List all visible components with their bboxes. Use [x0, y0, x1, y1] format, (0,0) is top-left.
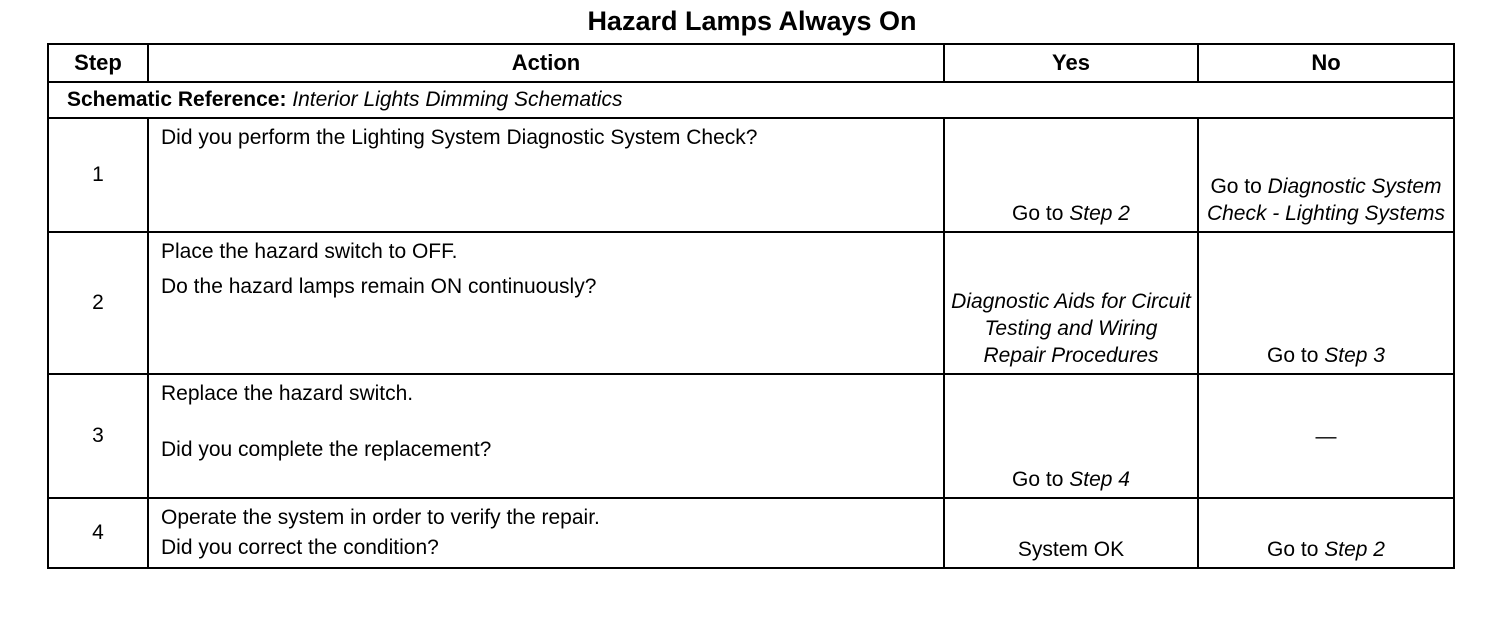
- yes-cell: [944, 118, 1198, 232]
- action-cell: [148, 232, 944, 374]
- action-text: Place the hazard switch to OFF.: [161, 240, 458, 263]
- table-row: [48, 374, 1454, 498]
- step-number: 2: [48, 232, 148, 374]
- step-number: 4: [48, 498, 148, 568]
- no-target-link[interactable]: Step 3: [1324, 344, 1385, 367]
- no-target-link[interactable]: Diagnostic System Check - Lighting Systems: [1206, 175, 1446, 225]
- no-prefix: Go to: [1267, 344, 1319, 367]
- no-target-link[interactable]: Step 2: [1324, 538, 1385, 561]
- yes-cell: [944, 232, 1198, 374]
- page-title: Hazard Lamps Always On: [587, 6, 917, 36]
- action-cell: [148, 118, 944, 232]
- table-row: [48, 232, 1454, 374]
- yes-target-link[interactable]: Step 4: [1069, 468, 1130, 491]
- action-cell: [148, 498, 944, 568]
- header-yes: Yes: [944, 44, 1198, 82]
- action-text: Do the hazard lamps remain ON continuously?: [161, 275, 597, 298]
- header-no: No: [1198, 44, 1454, 82]
- diagnostic-table: [47, 43, 1455, 569]
- schematic-reference-link[interactable]: Interior Lights Dimming Schematics: [292, 88, 623, 111]
- schematic-reference-row: [48, 82, 1454, 118]
- yes-cell: [944, 374, 1198, 498]
- yes-target-link[interactable]: Step 2: [1069, 202, 1130, 225]
- action-cell: [148, 374, 944, 498]
- table-row: [48, 498, 1454, 568]
- no-cell: [1198, 118, 1454, 232]
- step-number: 3: [48, 374, 148, 498]
- action-text: Did you correct the condition?: [161, 536, 439, 559]
- no-cell: [1198, 498, 1454, 568]
- header-step: Step: [48, 44, 148, 82]
- no-dash: —: [1315, 424, 1337, 448]
- yes-result: System OK: [1017, 538, 1125, 561]
- action-text: Did you complete the replacement?: [161, 438, 492, 461]
- yes-prefix: Go to: [1012, 202, 1064, 225]
- yes-cell: [944, 498, 1198, 568]
- no-prefix: Go to: [1210, 175, 1262, 198]
- schematic-reference-label: Schematic Reference:: [67, 88, 287, 111]
- header-action: Action: [148, 44, 944, 82]
- step-number: 1: [48, 118, 148, 232]
- schematic-reference: [48, 82, 1454, 118]
- action-text: Operate the system in order to verify the repair.: [161, 506, 600, 529]
- action-text: Replace the hazard switch.: [161, 382, 414, 405]
- no-cell: [1198, 232, 1454, 374]
- no-prefix: Go to: [1267, 538, 1319, 561]
- header-row: [48, 44, 1454, 82]
- no-cell: [1198, 374, 1454, 498]
- yes-target-link[interactable]: Diagnostic Aids for Circuit Testing and Wiring Repair Procedures: [951, 290, 1191, 367]
- action-text: Did you perform the Lighting System Diagnostic System Check?: [161, 126, 758, 149]
- table-row: [48, 118, 1454, 232]
- yes-prefix: Go to: [1012, 468, 1064, 491]
